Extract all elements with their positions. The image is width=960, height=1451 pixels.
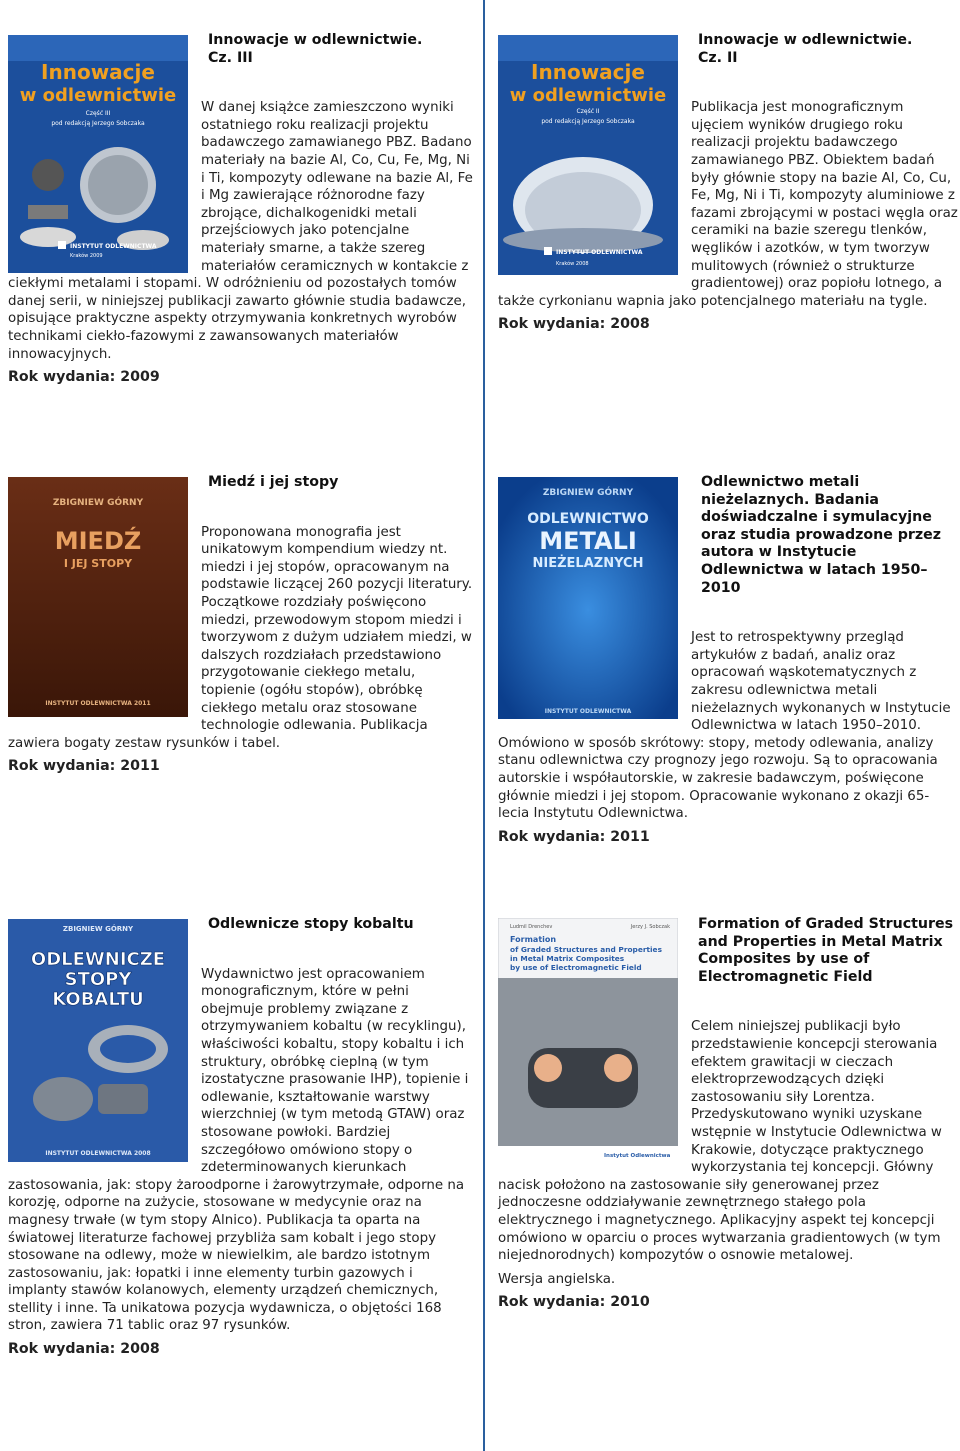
book-title: Odlewnictwo metali nieżelaznych. Badania doświadczalne i symulacyjne oraz studia prowadzone przez autora w Instytucie Odlewnictwa w latach 1950–2010 <box>701 474 942 596</box>
cover-title-line1: ODLEWNICTWO <box>527 511 649 527</box>
book-description: Wydawnictwo jest opracowaniem monograficznym, które w pełni obejmuje problemy związane z otrzymywaniem kobaltu (w recyklingu), właściwości kobaltu, stopy kobaltu i ich struktury, obróbkę cieplną (w tym izostatyczne prasowanie IHP), topienie i odlewanie, kształtowanie warstwy wierzchniej (w tym metodą GTAW) oraz stosowane powłoki. Bardziej szczegółowo omówiono stopy o zdeterminowanych kierunkach zastosowania, jak: stopy żaroodporne i żarowytrzymałe, odporne na korozję, odporne na zużycie, stosowane w medycynie oraz na magnesy trwałe (w tym stopy Alnico). Publikacja ta oparta na światowej literaturze fachowej przybliża sam kobalt i jego stopy stosowane na odlewy, może w niewielkim, ale bardzo istotnym zastosowaniu, jak: łopatki i inne elementy turbin gazowych i implanty stawów kolanowych, elementy urządzeń chemicznych, stellity i inne. Ta unikatowa pozycja wydawnicza, o objętości 168 stron, zawiera 71 tablic oraz 97 rysunków. <box>8 966 469 1334</box>
book-entry-metale <box>498 474 960 846</box>
cover-editor: pod redakcją Jerzego Sobczaka <box>541 118 635 125</box>
cover-city: Kraków 2008 <box>556 261 589 267</box>
cover-publisher: Instytut Odlewnictwa <box>604 1153 671 1159</box>
book-cover <box>498 918 678 1162</box>
cover-city: Kraków 2009 <box>70 253 103 259</box>
book-title: Formation of Graded Structures and Properties in Metal Matrix Composites by use of Electromagnetic Field <box>698 916 954 985</box>
column-divider <box>483 0 485 1451</box>
book-title: Odlewnicze stopy kobaltu <box>208 916 414 932</box>
cover-publisher: INSTYTUT ODLEWNICTWA <box>556 249 643 256</box>
cover-part: Część II <box>576 108 600 115</box>
cover-author1: Ludmil Drenchev <box>510 924 553 930</box>
book-description: Proponowana monografia jest unikatowym kompendium wiedzy nt. miedzi i jej stopów, opracowanym na podstawie liczącej 260 pozycji literatury. Początkowe rozdziały poświęcono miedzi, przewodowym stopom miedzi i tworzywom z dużym udziałem miedzi, w dalszych rozdziałach przedstawiono przygotowanie ciekłego metalu, topienie (ogółu stopów), obróbkę ciekłego metalu oraz stosowane technologie odlewania. Publikacja zawiera bogaty zestaw rysunków i tabel. <box>8 524 473 751</box>
cover-title-line3: in Metal Matrix Composites <box>510 954 625 963</box>
book-entry-miedz <box>8 474 473 776</box>
book-title: Innowacje w odlewnictwie. Cz. II <box>698 32 913 66</box>
cover-publisher: INSTYTUT ODLEWNICTWA 2008 <box>45 1150 151 1157</box>
cover-title-line4: by use of Electromagnetic Field <box>510 963 642 972</box>
cover-author: ZBIGNIEW GÓRNY <box>62 925 134 933</box>
cover-title-line1: ODLEWNICZE <box>30 949 166 970</box>
cover-publisher: INSTYTUT ODLEWNICTWA 2011 <box>45 700 151 707</box>
book-cover <box>8 35 188 273</box>
cover-part: Część III <box>85 110 111 117</box>
cover-publisher: INSTYTUT ODLEWNICTWA <box>70 243 157 250</box>
book-description: Publikacja jest monograficznym ujęciem wyników drugiego roku realizacji projektu badawczego zamawianego PBZ. Obiektem badań były głównie stopy na bazie Al, Co, Cu, Fe, Mg, Ni i Ti, kompozyty aluminiowe z fazami zbrojącymi w postaci węgla oraz ceramiki na bazie szeregu tlenków, węglików i azotków, w tym tworzyw mulitowych (również o strukturze gradientowej) oraz popiołu lotnego, a także cyrkonianu wapnia jako potencjalnego materiału na tygle. <box>498 100 958 309</box>
book-entry-graded <box>498 916 960 1312</box>
cover-title-line2: I JEJ STOPY <box>63 557 133 570</box>
book-entry-innowacje-2 <box>498 32 960 334</box>
cover-title-line2: METALI <box>539 527 637 555</box>
cover-publisher: INSTYTUT ODLEWNICTWA <box>544 708 632 715</box>
cover-title-line2: w odlewnictwie <box>19 85 177 106</box>
book-cover <box>8 919 188 1162</box>
book-title: Miedź i jej stopy <box>208 474 339 490</box>
book-description: Jest to retrospektywny przegląd artykułów z badań, analiz oraz opracowań wąskotematycznych z zakresu odlewnictwa metali nieżelaznych wykonanych w Instytucie Odlewnictwa w latach 1950–2010. Omówiono w sposób skrótowy: stopy, metody odlewania, analizy stanu odlewnictwa czy prognozy jego rozwoju. Są to opracowania autorskie i współautorskie, w zakresie badawczym, poświęcone głównie miedzi i jej stopom. Opracowanie wykonano z okazji 65-lecia Instytutu Odlewnictwa. <box>498 630 951 822</box>
cover-title-line3: NIEŻELAZNYCH <box>532 556 644 571</box>
publication-year: Rok wydania: 2008 <box>8 1341 160 1358</box>
cover-author2: Jerzy J. Sobczak <box>630 924 670 930</box>
book-cover <box>498 35 678 275</box>
cover-title-line1: MIEDŹ <box>54 527 142 555</box>
book-cover <box>498 477 678 719</box>
cover-author: ZBIGNIEW GÓRNY <box>542 488 634 498</box>
publication-year: Rok wydania: 2011 <box>8 758 160 775</box>
cover-title-line1: Innowacje <box>531 60 645 84</box>
book-title: Innowacje w odlewnictwie. Cz. III <box>208 32 423 66</box>
cover-title-line2: STOPY <box>64 969 132 990</box>
edition-note: Wersja angielska. <box>498 1271 616 1287</box>
book-entry-kobalt <box>8 916 473 1359</box>
publication-year: Rok wydania: 2010 <box>498 1294 650 1311</box>
cover-title-line3: KOBALTU <box>52 989 144 1010</box>
cover-title-line2: w odlewnictwie <box>509 85 667 106</box>
publication-year: Rok wydania: 2011 <box>498 828 650 845</box>
cover-author: ZBIGNIEW GÓRNY <box>52 498 144 508</box>
book-description: W danej książce zamieszczono wyniki ostatniego roku realizacji projektu badawczego zamawianego PBZ. Badano materiały na bazie Al, Co, Cu, Fe, Mg, Ni i Ti, kompozyty odlewane na bazie Al, Fe i Mg zawierające różnorodne fazy zbrojące, dichalkogenidki metali przejściowych jako potencjalne materiały smarne, a także szereg materiałów ceramicznych w kontakcie z ciekłymi metalami i stopami. W odróżnieniu od pozostałych tomów danej serii, w niniejszej publikacji zawarto głównie studia badawcze, opisujące praktyczne aspekty otrzymywania konkretnych wyrobów technikami ciekło-fazowymi z zawansowanych materiałów innowacyjnych. <box>8 100 473 362</box>
cover-title-line1: Formation <box>510 935 557 944</box>
cover-editor: pod redakcją Jerzego Sobczaka <box>51 120 145 127</box>
book-entry-innowacje-3 <box>8 32 473 387</box>
publication-year: Rok wydania: 2009 <box>8 369 160 386</box>
cover-title-line1: Innowacje <box>41 60 155 84</box>
book-cover <box>8 477 188 717</box>
book-description: Celem niniejszej publikacji było przedstawienie koncepcji sterowania efektem grawitacji w cieczach elektroprzewodzących dzięki zastosowaniu siły Lorentza. Przedyskutowano wyniki uzyskane wstępnie w Instytucie Odlewnictwa w Krakowie, dotyczące praktycznego wykorzystania tej koncepcji. Główny nacisk położono na zastosowanie siły generowanej przez jednoczesne oddziaływanie zewnętrznego stałego pola elektrycznego i magnetycznego. Aplikacyjny aspekt tej koncepcji omówiono w oparciu o proces wytwarzania gradientowych (w tym niejednorodnych) kompozytów o osnowie metalowej. <box>498 1019 942 1264</box>
cover-title-line2: of Graded Structures and Properties <box>510 945 662 954</box>
publication-year: Rok wydania: 2008 <box>498 316 650 333</box>
